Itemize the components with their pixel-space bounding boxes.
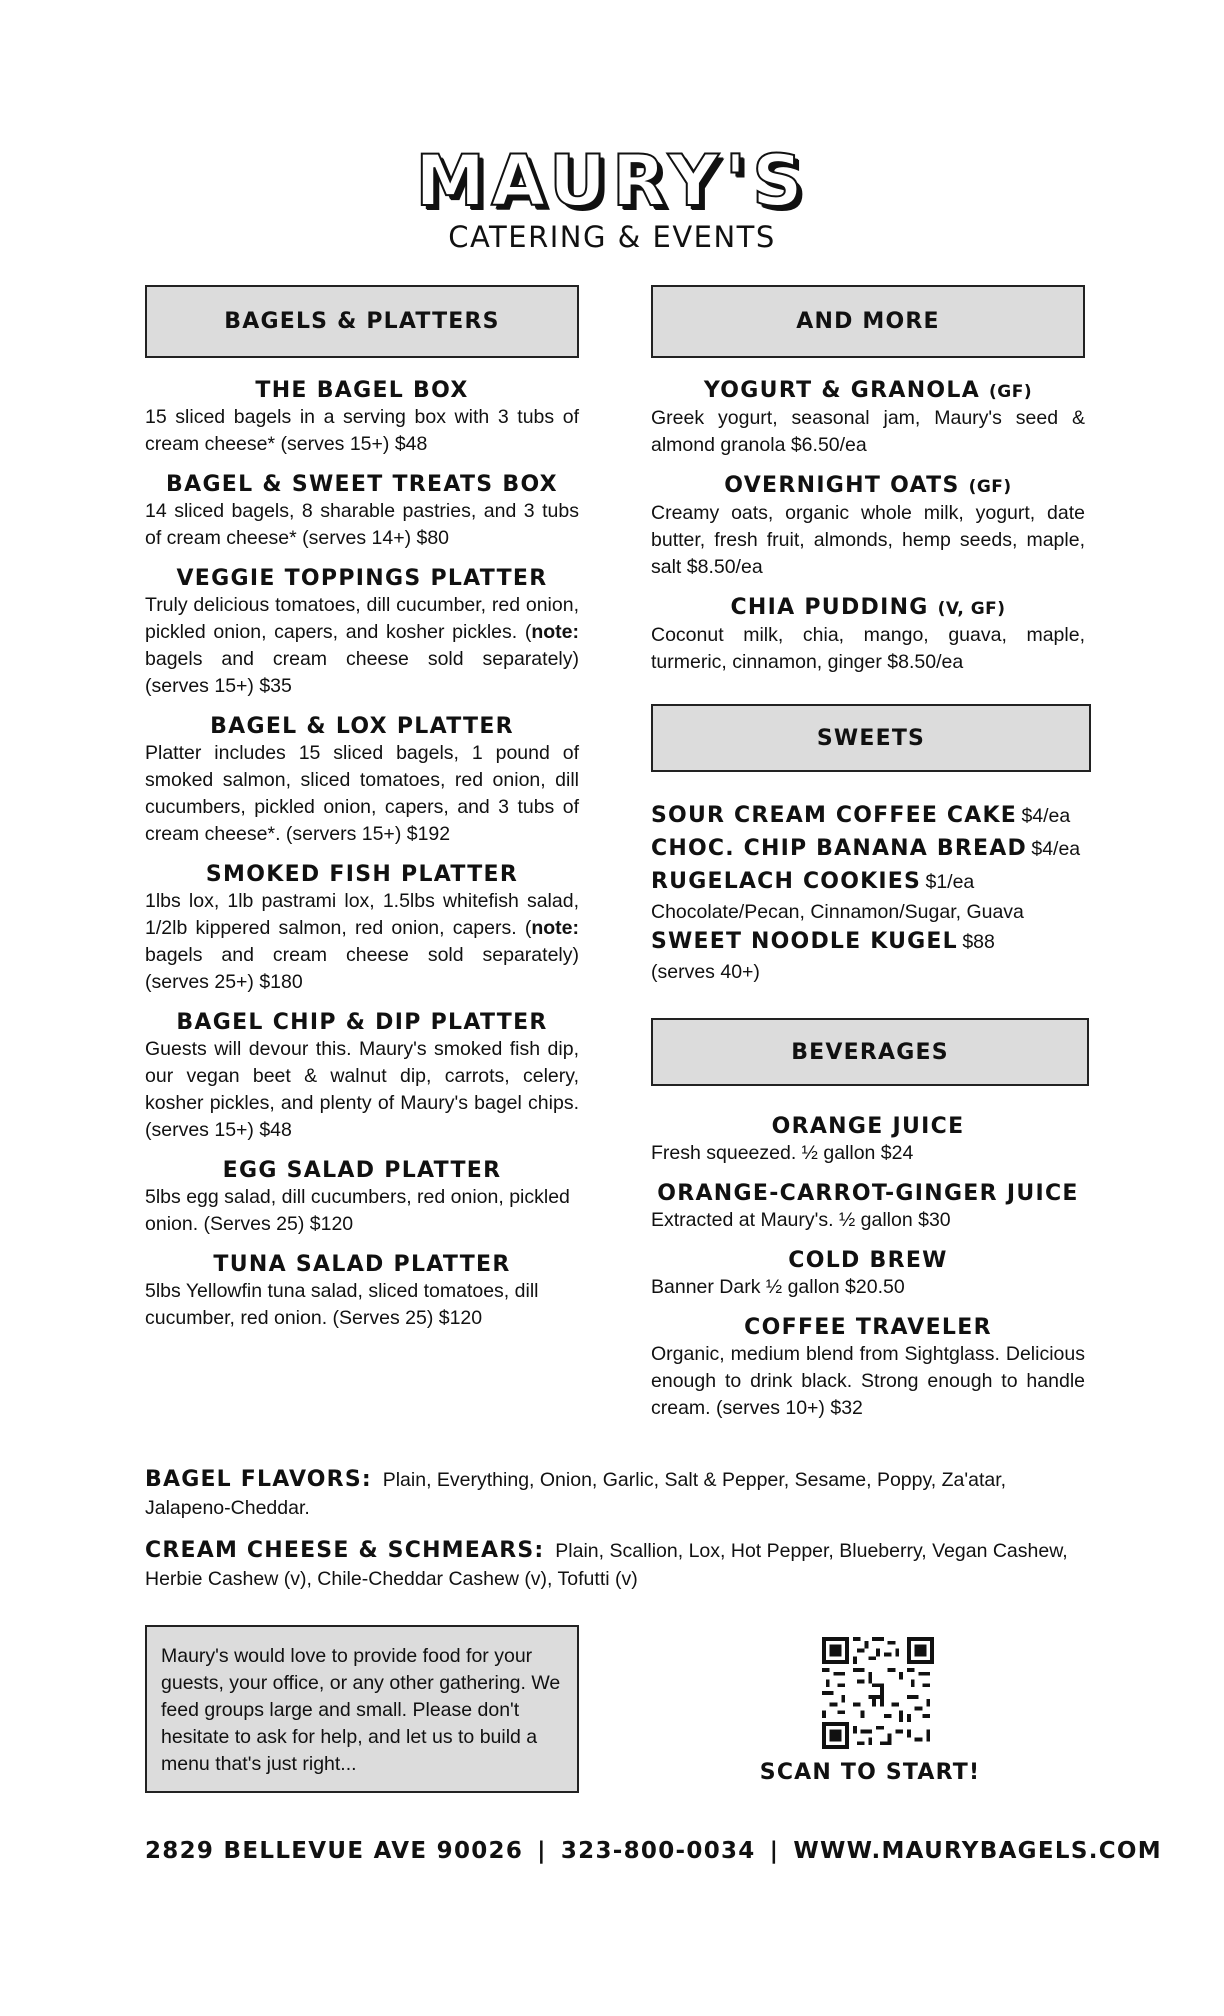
bagel-flavors [145,1466,1095,1522]
menu-item-title: ORANGE-CARROT-GINGER JUICE [657,1181,1079,1206]
menu-item-title: COLD BREW [788,1248,948,1273]
right-column [651,285,1085,1422]
menu-item [145,1010,579,1144]
menu-item-desc: Organic, medium blend from Sightglass. Delicious enough to drink black. Strong enough to handle cream. (serves 10+) $32 [651,1343,1085,1419]
flavors-section [145,1466,1095,1608]
note-label: note: [531,621,579,643]
menu-item [651,1181,1085,1234]
sweet-name: CHOC. CHIP BANANA BREAD [651,836,1027,861]
menu-item [145,862,579,996]
phone-link[interactable]: 323-800-0034 [560,1838,756,1864]
sweet-price: $88 [962,931,995,953]
logo: MAURY'S [415,140,809,222]
footer-separator: | [537,1838,547,1864]
menu-item-title [651,378,1085,405]
list-item [651,800,1085,833]
menu-item-desc: 14 sliced bagels, 8 sharable pastries, and 3 tubs of cream cheese* (serves 14+) $80 [145,500,579,549]
diet-tag: (V, GF) [937,599,1006,619]
menu-item-desc: Coconut milk, chia, mango, guava, maple, turmeric, cinnamon, ginger $8.50/ea [651,624,1085,673]
sweets-list [651,800,1085,986]
sweet-name: SOUR CREAM COFFEE CAKE [651,803,1017,828]
menu-item-desc [145,888,579,996]
menu-item-desc: Banner Dark ½ gallon $20.50 [651,1276,905,1298]
menu-item-title: BAGEL CHIP & DIP PLATTER [176,1010,548,1035]
menu-item [145,714,579,848]
left-column [145,285,579,1332]
menu-item [145,566,579,700]
menu-item [651,595,1085,676]
menu-item-title: BAGEL & SWEET TREATS BOX [166,472,558,497]
menu-item-desc: 5lbs egg salad, dill cucumbers, red onion, pickled onion. (Serves 25) $120 [145,1186,570,1235]
menu-item-title: THE BAGEL BOX [255,378,469,403]
menu-item-desc: Extracted at Maury's. ½ gallon $30 [651,1209,951,1231]
menu-item-desc: 5lbs Yellowfin tuna salad, sliced tomatoes, dill cucumber, red onion. (Serves 25) $120 [145,1280,539,1329]
title-text: CHIA PUDDING [730,595,938,620]
list-item [651,833,1085,866]
menu-item [145,1158,579,1238]
desc-text: Truly delicious tomatoes, dill cucumber, red onion, pickled onion, capers, and kosher pickles. ( [145,594,579,643]
menu-item-title: ORANGE JUICE [771,1114,965,1139]
section-header-sweets: SWEETS [651,704,1091,772]
list-item [651,866,1085,899]
title-text: YOGURT & GRANOLA [703,378,990,403]
menu-item-desc: Guests will devour this. Maury's smoked fish dip, our vegan beet & walnut dip, carrots, celery, kosher pickles, and plenty of Maury's bagel chips. (serves 15+) $48 [145,1038,579,1141]
cream-cheese-label: CREAM CHEESE & SCHMEARS: [145,1538,545,1563]
list-item [651,926,1085,959]
note-label: note: [531,917,579,939]
menu-item-desc: Greek yogurt, seasonal jam, Maury's seed & almond granola $6.50/ea [651,407,1085,456]
catering-info-box: Maury's would love to provide food for your guests, your office, or any other gathering. We feed groups large and small. Please don't hesitate to ask for help, and let us to build a menu that's just right... [145,1625,579,1793]
cream-cheese-schmears [145,1537,1095,1593]
menu-item-title: COFFEE TRAVELER [744,1315,992,1340]
section-header-bagels-platters: BAGELS & PLATTERS [145,285,579,358]
menu-item-desc: 15 sliced bagels in a serving box with 3 tubs of cream cheese* (serves 15+) $48 [145,406,579,455]
menu-item-title [651,595,1085,622]
footer-contact [145,1838,1162,1864]
menu-item [651,1248,1085,1301]
menu-item [145,1252,579,1332]
sweet-name: RUGELACH COOKIES [651,869,922,894]
menu-item [651,1315,1085,1422]
menu-item-desc: Fresh squeezed. ½ gallon $24 [651,1142,914,1164]
sweet-detail: Chocolate/Pecan, Cinnamon/Sugar, Guava [651,901,1024,923]
sweet-price: $4/ea [1031,838,1081,860]
menu-item [651,378,1085,459]
menu-item [651,1114,1085,1167]
title-text: OVERNIGHT OATS [724,473,969,498]
menu-item-desc: Creamy oats, organic whole milk, yogurt, date butter, fresh fruit, almonds, hemp seeds, maple, salt $8.50/ea [651,502,1085,578]
sweet-price: $1/ea [925,871,975,893]
menu-item-title: SMOKED FISH PLATTER [205,862,519,887]
menu-item-title: EGG SALAD PLATTER [222,1158,502,1183]
menu-item-desc [145,592,579,700]
footer-separator: | [769,1838,780,1864]
website-link[interactable]: WWW.MAURYBAGELS.COM [793,1838,1162,1864]
diet-tag: (GF) [989,382,1033,402]
menu-item-title: VEGGIE TOPPINGS PLATTER [176,566,548,591]
diet-tag: (GF) [968,477,1012,497]
bagel-flavors-list: Plain, Everything, Onion, Garlic, Salt & Pepper, Sesame, Poppy, Za'atar, Jalapeno-Cheddar. [145,1469,1007,1519]
section-header-beverages: BEVERAGES [651,1018,1089,1086]
desc-text: bagels and cream cheese sold separately) (serves 25+) $180 [145,944,579,993]
section-header-and-more: AND MORE [651,285,1085,358]
menu-item-title: BAGEL & LOX PLATTER [210,714,514,739]
menu-item-title: TUNA SALAD PLATTER [213,1252,511,1277]
address: 2829 BELLEVUE AVE 90026 [145,1838,524,1864]
desc-text: 1lbs lox, 1lb pastrami lox, 1.5lbs whitefish salad, 1/2lb kippered salmon, red onion, capers. ( [145,890,579,939]
sweet-name: SWEET NOODLE KUGEL [651,929,958,954]
menu-item-desc: Platter includes 15 sliced bagels, 1 pound of smoked salmon, sliced tomatoes, red onion, dill cucumbers, pickled onion, capers, and 3 tubs of cream cheese*. (servers 15+) $192 [145,742,579,845]
qr-code-icon[interactable] [822,1637,934,1749]
scan-to-start-label: SCAN TO START! [759,1760,981,1785]
sweet-detail: (serves 40+) [651,961,760,983]
menu-item [145,472,579,552]
desc-text: bagels and cream cheese sold separately) (serves 15+) $35 [145,648,579,697]
page-subtitle: CATERING & EVENTS [448,220,776,254]
cream-cheese-list: Plain, Scallion, Lox, Hot Pepper, Blueberry, Vegan Cashew, Herbie Cashew (v), Chile-Cheddar Cashew (v), Tofutti (v) [145,1540,1068,1590]
bagel-flavors-label: BAGEL FLAVORS: [145,1467,372,1492]
menu-item [651,473,1085,581]
sweet-price: $4/ea [1021,805,1071,827]
menu-item [145,378,579,458]
menu-item-title [651,473,1085,500]
